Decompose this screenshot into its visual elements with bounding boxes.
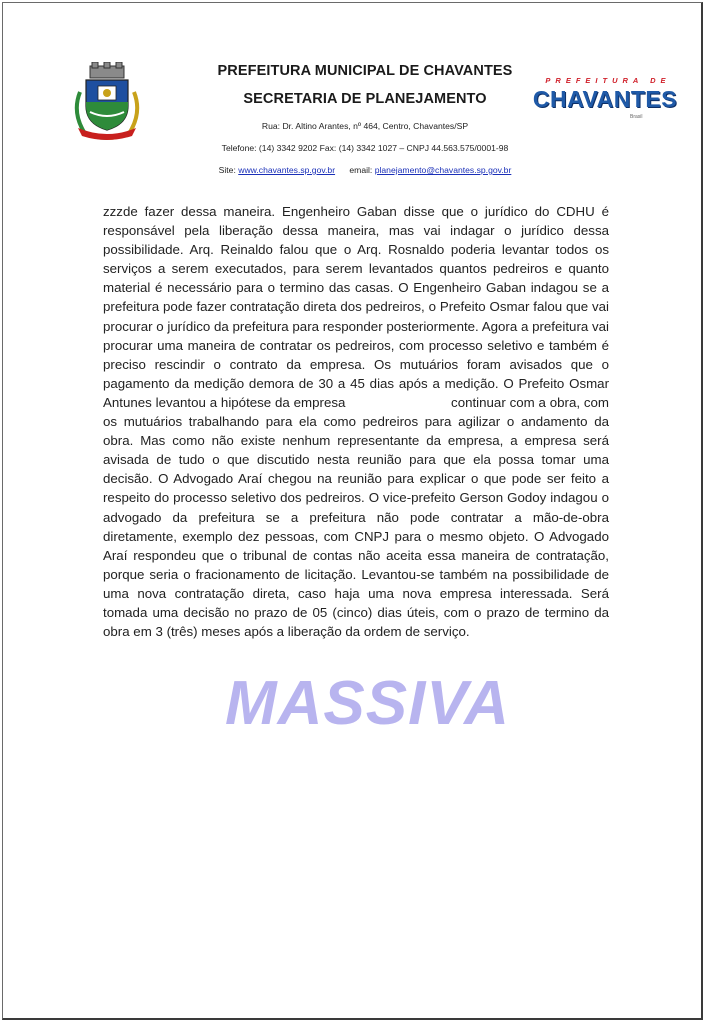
chavantes-logo bbox=[530, 76, 680, 122]
body-paragraph-part2: continuar com a obra, com os mutuários trabalhando para ela como pedreiros para agilizar o andamento da obra. Mas como não existe nenhum representante da empresa, a empresa será avisada de tudo o que discutido nesta reunião para que ela possa tomar uma decisão. O Advogado Araí chegou na reunião para explicar o que pode ser feito a respeito do processo seletivo dos pedreiros. O vice-prefeito Gerson Godoy indagou o advogado da prefeitura se a prefeitura não pode contratar a mão-de-obra diretamente, exemplo dez pessoas, com CNPJ para o mesmo objeto. O Advogado Araí respondeu que o tribunal de contas não aceita essa maneira de contratação, porque seria o fracionamento de licitação. Levantou-se também na possibilidade de uma nova contratação direta, caso haja uma nova empresa interessada. Será tomada uma decisão no prazo de 05 (cinco) dias úteis, com o prazo de termino da obra em 3 (três) meses após a liberação da ordem de serviço. bbox=[103, 394, 609, 640]
municipal-crest-icon bbox=[70, 62, 144, 140]
watermark: MASSIVA bbox=[225, 669, 510, 738]
header-contact-line bbox=[160, 165, 570, 175]
site-link[interactable]: www.chavantes.sp.gov.br bbox=[238, 165, 336, 175]
header-phone-fax: Telefone: (14) 3342 9202 Fax: (14) 3342 1027 – CNPJ 44.563.575/0001-98 bbox=[221, 143, 509, 153]
logo-top-text: PREFEITURA DE bbox=[545, 76, 671, 85]
header-title-municipality: PREFEITURA MUNICIPAL DE CHAVANTES bbox=[217, 63, 513, 79]
header-address: Rua: Dr. Altino Arantes, nº 464, Centro, Chavantes/SP bbox=[261, 121, 469, 131]
logo-main-text: CHAVANTES bbox=[532, 86, 678, 112]
document-body bbox=[103, 202, 609, 641]
site-label: Site: bbox=[218, 165, 236, 175]
logo-sub-text: Brasil bbox=[630, 114, 643, 120]
email-label: email: bbox=[349, 165, 373, 175]
header-title-department: SECRETARIA DE PLANEJAMENTO bbox=[243, 91, 487, 107]
body-paragraph-part1: zzzde fazer dessa maneira. Engenheiro Gaban disse que o jurídico do CDHU é responsável pela liberação dessa maneira, mas vai indagar o jurídico dessa possibilidade. Arq. Reinaldo falou que o Arq. Rosnaldo poderia levantar todos os serviços a serem executados, para serem levantados quantos pedreiros e quanto material é necessário para o termino das casas. O Engenheiro Gaban indagou se a prefeitura pode fazer contratação direta dos pedreiros, o Prefeito Osmar falou que vai procurar o jurídico da prefeitura para responder posteriormente. Agora a prefeitura vai procurar uma maneira de contratar os pedreiros, com processo seletivo e também é preciso rescindir o contrato da empresa. Os mutuários foram avisados que o pagamento da medição demora de 30 a 45 dias após a medição. O Prefeito Osmar Antunes levantou a hipótese da empresa bbox=[103, 204, 609, 410]
email-link[interactable]: planejamento@chavantes.sp.gov.br bbox=[374, 165, 512, 175]
